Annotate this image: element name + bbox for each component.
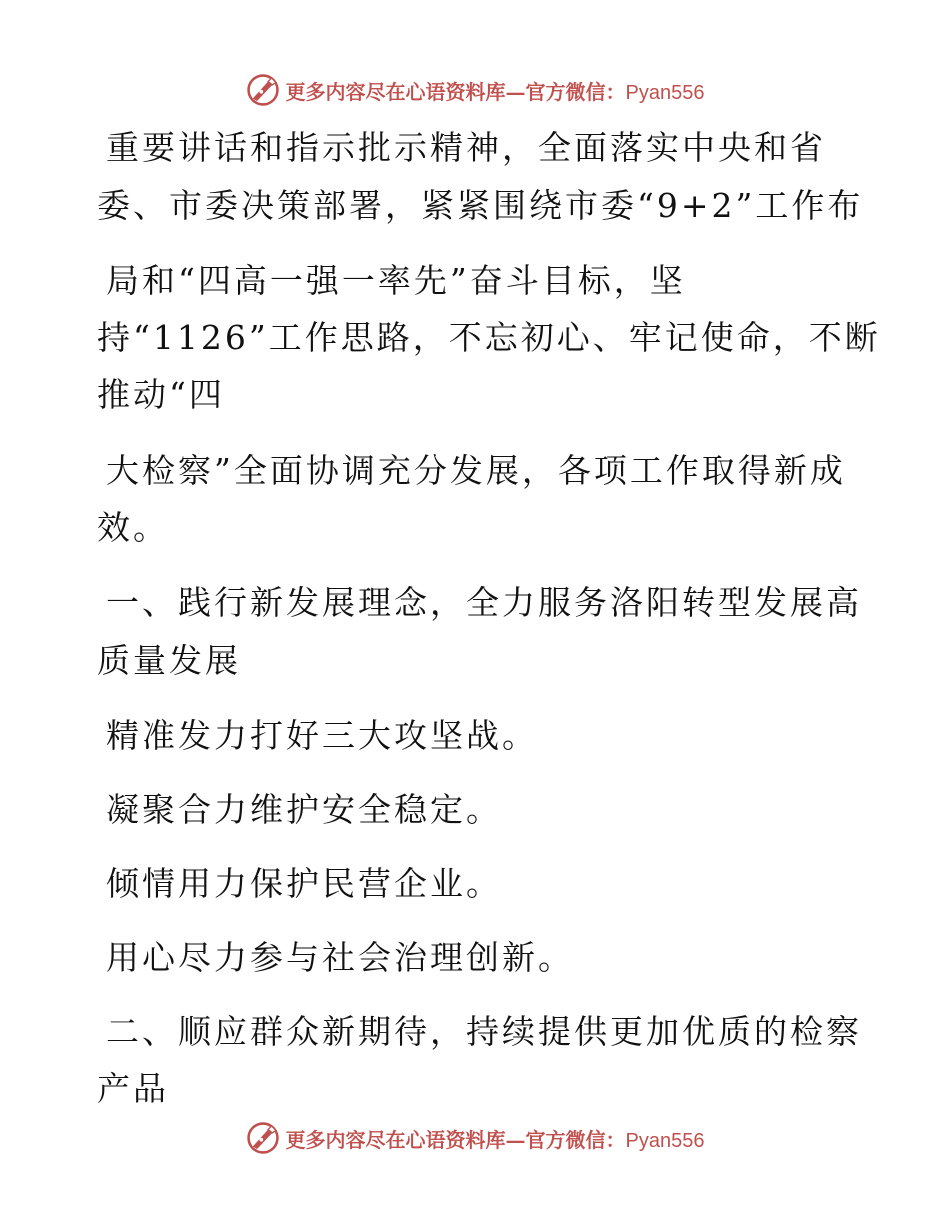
- text-line: 委、市委决策部署，紧紧围绕市委“9+2”工作布: [97, 186, 864, 225]
- footer-banner-wechat-label: 官方微信：: [525, 1127, 626, 1152]
- section-heading: 二、顺应群众新期待，持续提供更加优质的检察: [106, 1012, 862, 1051]
- text-line: 凝聚合力维护安全稳定。: [106, 790, 502, 829]
- header-banner-text: [286, 76, 705, 105]
- section-heading: 一、践行新发展理念，全力服务洛阳转型发展高: [106, 583, 862, 622]
- text-line: 持“1126”工作思路，不忘初心、牢记使命，不断: [97, 318, 881, 357]
- text-line: 用心尽力参与社会治理创新。: [106, 938, 574, 977]
- header-banner-dash: —: [505, 79, 526, 104]
- footer-banner-main-text: 更多内容尽在心语资料库: [285, 1127, 506, 1152]
- section-heading-continued: 产品: [97, 1069, 169, 1108]
- pen-nib-logo-icon: [246, 1121, 280, 1155]
- header-banner-wechat-id: Pyan556: [625, 81, 705, 104]
- pen-nib-logo-icon: [246, 73, 280, 107]
- text-line: 局和“四高一强一率先”奋斗目标，坚: [106, 261, 686, 300]
- header-banner: [0, 70, 950, 110]
- text-line: 重要讲话和指示批示精神，全面落实中央和省: [106, 128, 826, 167]
- text-line: 精准发力打好三大攻坚战。: [106, 716, 538, 755]
- text-line: 大检察”全面协调充分发展，各项工作取得新成: [106, 451, 846, 490]
- section-heading-continued: 质量发展: [97, 641, 241, 680]
- header-banner-main-text: 更多内容尽在心语资料库: [285, 79, 506, 104]
- header-banner-content: [246, 73, 705, 107]
- footer-banner-content: [246, 1121, 705, 1155]
- footer-banner-text: [286, 1124, 705, 1153]
- footer-banner-dash: —: [505, 1127, 526, 1152]
- footer-banner-wechat-id: Pyan556: [625, 1129, 705, 1152]
- text-line: 倾情用力保护民营企业。: [106, 864, 502, 903]
- text-line: 效。: [97, 508, 169, 547]
- text-line: 推动“四: [97, 375, 225, 414]
- header-banner-wechat-label: 官方微信：: [525, 79, 626, 104]
- footer-banner: [0, 1118, 950, 1158]
